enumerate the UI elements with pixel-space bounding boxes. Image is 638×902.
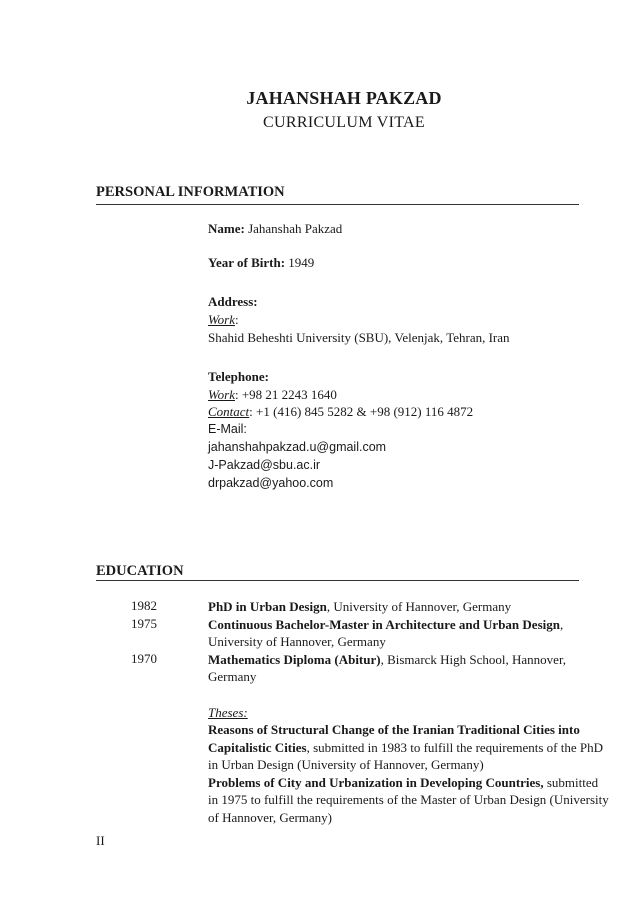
- email-2[interactable]: J-Pakzad@sbu.ac.ir: [208, 458, 321, 472]
- work-phone: : +98 21 2243 1640: [234, 387, 337, 402]
- edu-entry-master-line2: University of Hannover, Germany: [208, 634, 386, 649]
- birth-line: [208, 254, 314, 271]
- thesis-1-line1: Reasons of Structural Change of the Iranian Traditional Cities into: [208, 722, 580, 737]
- thesis-2-line1: Problems of City and Urbanization in Developing Countries, submitted: [208, 775, 599, 790]
- work-label-line: Work:: [208, 312, 239, 327]
- page-number: II: [96, 833, 105, 848]
- contact-phone-line: [208, 403, 473, 420]
- name-line: [208, 220, 342, 237]
- name-label: Name:: [208, 221, 245, 236]
- birth-label: Year of Birth:: [208, 255, 286, 270]
- email-label: E-Mail:: [208, 422, 247, 436]
- thesis-2-line2: in 1975 to fulfill the requirements of the Master of Urban Design (University: [208, 792, 609, 807]
- edu-year-1982: 1982: [131, 598, 157, 613]
- telephone-label: Telephone:: [208, 369, 269, 384]
- contact-phone: : +1 (416) 845 5282 & +98 (912) 116 4872: [249, 404, 474, 419]
- email-1[interactable]: jahanshahpakzad.u@gmail.com: [208, 440, 387, 454]
- edu-year-1970: 1970: [131, 651, 157, 666]
- work-phone-label: Work: [208, 387, 235, 402]
- edu-entry-diploma-line2: Germany: [208, 669, 257, 684]
- work-label: Work: [208, 312, 235, 327]
- edu-entry-master: Continuous Bachelor-Master in Architecture and Urban Design,: [208, 617, 564, 632]
- edu-entry-phd: PhD in Urban Design, University of Hannover, Germany: [208, 599, 512, 614]
- thesis-1-line3: in Urban Design (University of Hannover, Germany): [208, 757, 484, 772]
- education-section-title: EDUCATION: [96, 563, 184, 579]
- thesis-2-line3: of Hannover, Germany): [208, 810, 333, 825]
- edu-entry-diploma: Mathematics Diploma (Abitur), Bismarck High School, Hannover,: [208, 652, 567, 667]
- name-value: Jahanshah Pakzad: [244, 221, 343, 236]
- edu-year-1975: 1975: [131, 616, 157, 631]
- cv-name: JAHANSHAH PAKZAD: [246, 88, 442, 108]
- section-divider: [96, 204, 579, 205]
- birth-value: 1949: [285, 255, 315, 270]
- cv-subtitle: CURRICULUM VITAE: [263, 114, 425, 131]
- thesis-1-line2: Capitalistic Cities, submitted in 1983 to fulfill the requirements of the PhD: [208, 740, 604, 755]
- contact-label: Contact: [208, 404, 250, 419]
- theses-label: Theses:: [208, 705, 248, 720]
- personal-section-title: PERSONAL INFORMATION: [96, 184, 285, 200]
- work-address: Shahid Beheshti University (SBU), Velenjak, Tehran, Iran: [208, 330, 510, 345]
- work-phone-line: [208, 386, 337, 403]
- address-label: Address:: [208, 294, 258, 309]
- section-divider: [96, 580, 579, 581]
- email-3[interactable]: drpakzad@yahoo.com: [208, 476, 334, 490]
